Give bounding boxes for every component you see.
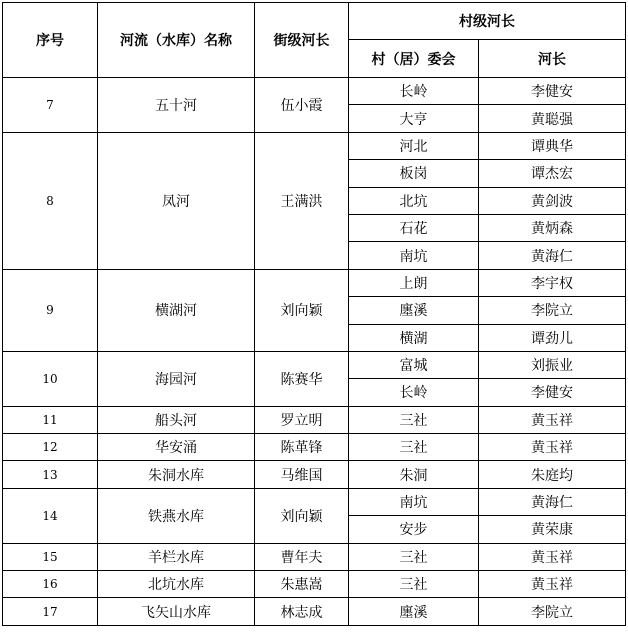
cell-village-committee: 河北 bbox=[349, 132, 479, 159]
cell-village-chief: 黄玉祥 bbox=[479, 406, 626, 433]
cell-street-chief: 曹年夫 bbox=[255, 543, 349, 570]
cell-street-chief: 陈赛华 bbox=[255, 351, 349, 406]
cell-village-committee: 三社 bbox=[349, 406, 479, 433]
cell-village-chief: 朱庭均 bbox=[479, 461, 626, 488]
cell-village-committee: 长岭 bbox=[349, 78, 479, 105]
cell-river-name: 横湖河 bbox=[98, 269, 255, 351]
cell-village-chief: 黄海仁 bbox=[479, 488, 626, 515]
cell-river-name: 羊栏水库 bbox=[98, 543, 255, 570]
cell-street-chief: 王满洪 bbox=[255, 132, 349, 269]
cell-village-committee: 廛溪 bbox=[349, 598, 479, 625]
table-row bbox=[3, 571, 626, 598]
cell-village-chief: 刘振业 bbox=[479, 351, 626, 378]
cell-village-committee: 三社 bbox=[349, 434, 479, 461]
cell-village-committee: 南坑 bbox=[349, 488, 479, 515]
cell-index: 13 bbox=[3, 461, 98, 488]
cell-river-name: 海园河 bbox=[98, 351, 255, 406]
cell-river-name: 飞矢山水库 bbox=[98, 598, 255, 625]
cell-village-chief: 谭杰宏 bbox=[479, 160, 626, 187]
cell-village-committee: 三社 bbox=[349, 543, 479, 570]
cell-village-chief: 黄聪强 bbox=[479, 105, 626, 132]
cell-village-chief: 黄玉祥 bbox=[479, 571, 626, 598]
header-village-committee: 村（居）委会 bbox=[349, 40, 479, 78]
cell-village-chief: 李宇权 bbox=[479, 269, 626, 296]
cell-index: 9 bbox=[3, 269, 98, 351]
table-row bbox=[3, 543, 626, 570]
cell-village-committee: 大亨 bbox=[349, 105, 479, 132]
cell-village-chief: 黄荣康 bbox=[479, 516, 626, 543]
header-street-chief: 街级河长 bbox=[255, 3, 349, 78]
cell-river-name: 凤河 bbox=[98, 132, 255, 269]
cell-village-committee: 朱洞 bbox=[349, 461, 479, 488]
cell-street-chief: 林志成 bbox=[255, 598, 349, 625]
cell-street-chief: 罗立明 bbox=[255, 406, 349, 433]
cell-village-committee: 富城 bbox=[349, 351, 479, 378]
cell-village-chief: 黄玉祥 bbox=[479, 434, 626, 461]
table-row bbox=[3, 78, 626, 105]
cell-index: 15 bbox=[3, 543, 98, 570]
cell-village-committee: 北坑 bbox=[349, 187, 479, 214]
cell-village-chief: 李院立 bbox=[479, 598, 626, 625]
cell-river-name: 华安涌 bbox=[98, 434, 255, 461]
cell-index: 8 bbox=[3, 132, 98, 269]
cell-river-name: 五十河 bbox=[98, 78, 255, 133]
cell-village-chief: 李健安 bbox=[479, 78, 626, 105]
cell-village-committee: 南坑 bbox=[349, 242, 479, 269]
header-village-chief: 河长 bbox=[479, 40, 626, 78]
header-index: 序号 bbox=[3, 3, 98, 78]
cell-village-chief: 李院立 bbox=[479, 297, 626, 324]
cell-village-committee: 长岭 bbox=[349, 379, 479, 406]
table-row bbox=[3, 461, 626, 488]
cell-street-chief: 刘向颖 bbox=[255, 269, 349, 351]
cell-village-committee: 石花 bbox=[349, 214, 479, 241]
cell-river-name: 铁燕水库 bbox=[98, 488, 255, 543]
table-row bbox=[3, 406, 626, 433]
cell-village-chief: 李健安 bbox=[479, 379, 626, 406]
cell-index: 10 bbox=[3, 351, 98, 406]
cell-village-chief: 黄海仁 bbox=[479, 242, 626, 269]
river-chief-table bbox=[2, 2, 626, 626]
cell-village-chief: 黄炳森 bbox=[479, 214, 626, 241]
cell-index: 14 bbox=[3, 488, 98, 543]
cell-street-chief: 陈革锋 bbox=[255, 434, 349, 461]
header-river-name: 河流（水库）名称 bbox=[98, 3, 255, 78]
cell-village-chief: 黄剑波 bbox=[479, 187, 626, 214]
cell-street-chief: 刘向颖 bbox=[255, 488, 349, 543]
header-village-group: 村级河长 bbox=[349, 3, 626, 40]
cell-village-chief: 谭典华 bbox=[479, 132, 626, 159]
table-row bbox=[3, 269, 626, 296]
cell-river-name: 船头河 bbox=[98, 406, 255, 433]
cell-index: 17 bbox=[3, 598, 98, 625]
table-row bbox=[3, 132, 626, 159]
table-row bbox=[3, 351, 626, 378]
cell-village-committee: 安步 bbox=[349, 516, 479, 543]
cell-village-committee: 三社 bbox=[349, 571, 479, 598]
cell-village-chief: 谭劲儿 bbox=[479, 324, 626, 351]
cell-index: 12 bbox=[3, 434, 98, 461]
cell-village-committee: 横湖 bbox=[349, 324, 479, 351]
cell-river-name: 北坑水库 bbox=[98, 571, 255, 598]
cell-index: 7 bbox=[3, 78, 98, 133]
table-body bbox=[3, 78, 626, 626]
cell-index: 11 bbox=[3, 406, 98, 433]
cell-street-chief: 朱惠嵩 bbox=[255, 571, 349, 598]
table-row bbox=[3, 598, 626, 625]
table-header bbox=[3, 3, 626, 78]
cell-street-chief: 马维国 bbox=[255, 461, 349, 488]
cell-village-committee: 廛溪 bbox=[349, 297, 479, 324]
cell-village-committee: 板岗 bbox=[349, 160, 479, 187]
cell-street-chief: 伍小霞 bbox=[255, 78, 349, 133]
cell-river-name: 朱洞水库 bbox=[98, 461, 255, 488]
table-row bbox=[3, 434, 626, 461]
cell-index: 16 bbox=[3, 571, 98, 598]
table-row bbox=[3, 488, 626, 515]
cell-village-chief: 黄玉祥 bbox=[479, 543, 626, 570]
cell-village-committee: 上朗 bbox=[349, 269, 479, 296]
